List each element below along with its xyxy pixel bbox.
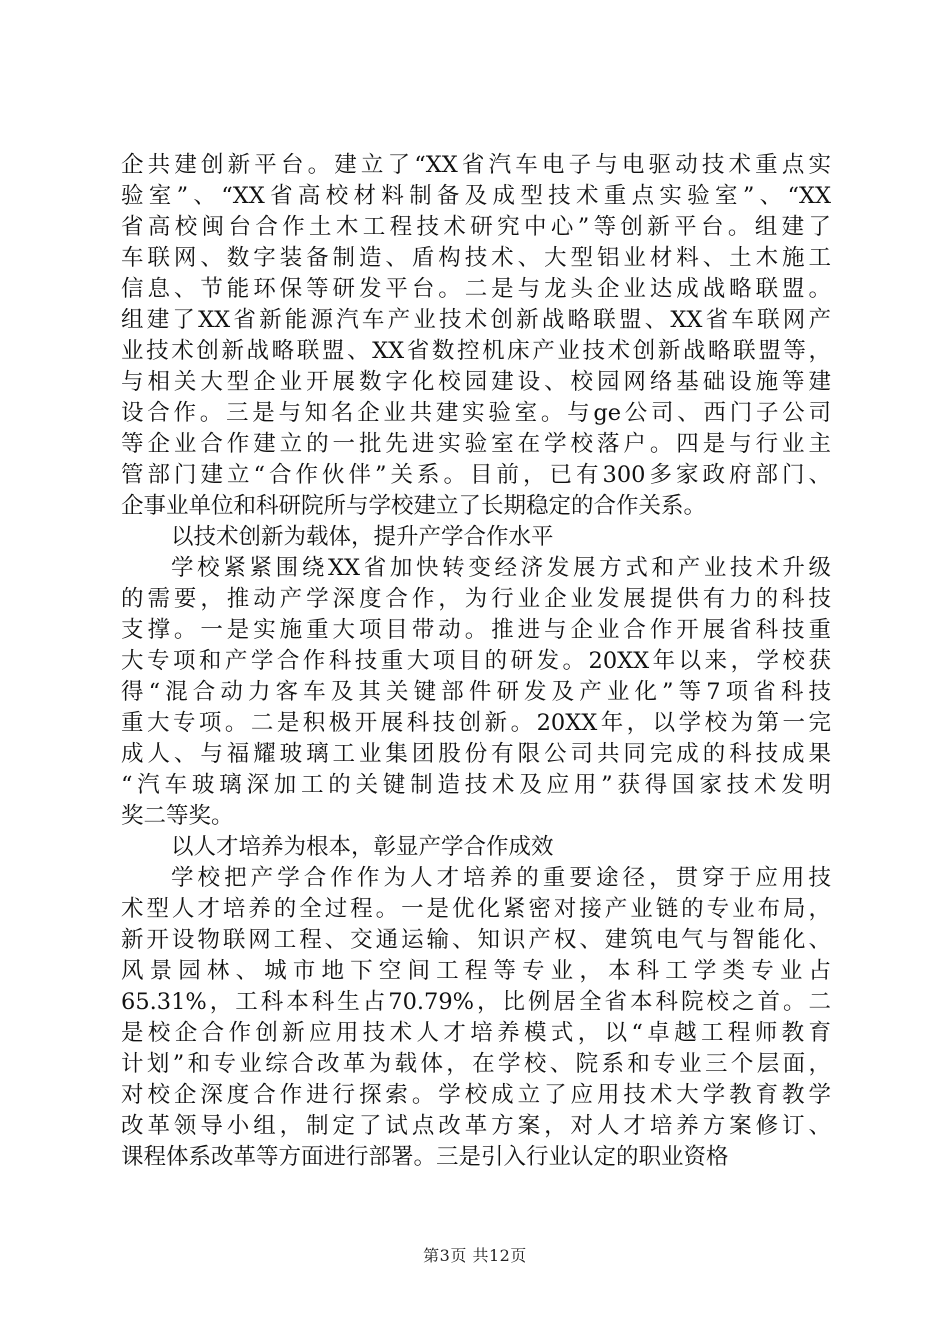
text-line: 奖二等奖。: [121, 803, 234, 829]
text-line: 的需要，推动产学深度合作，为行业企业发展提供有力的科技: [121, 586, 831, 612]
text-line: 省高校闽台合作土木工程技术研究中心”等创新平台。组建了: [121, 214, 831, 240]
text-line: “汽车玻璃深加工的关键制造技术及应用”获得国家技术发明: [121, 772, 831, 798]
text-line: 学校把产学合作作为人才培养的重要途径，贯穿于应用技: [171, 865, 831, 891]
text-line: 是校企合作创新应用技术人才培养模式，以“卓越工程师教育: [121, 1020, 831, 1046]
page-number-footer: 第3页 共12页: [423, 1246, 527, 1265]
text-line: 组建了XX省新能源汽车产业技术创新战略联盟、XX省车联网产: [121, 307, 831, 333]
section-heading: [121, 522, 831, 553]
text-line: 企事业单位和科研院所与学校建立了长期稳定的合作关系。: [121, 493, 707, 519]
text-line: 信息、节能环保等研发平台。二是与龙头企业达成战略联盟。: [121, 276, 831, 302]
text-line: 学校紧紧围绕XX省加快转变经济发展方式和产业技术升级: [171, 555, 831, 581]
text-line: 重大专项。二是积极开展科技创新。20XX年，以学校为第一完: [121, 710, 831, 736]
body-paragraph: [121, 863, 831, 1173]
text-line: 课程体系改革等方面进行部署。三是引入行业认定的职业资格: [121, 1144, 729, 1170]
body-paragraph: [121, 553, 831, 832]
heading-line: 以人才培养为根本，彰显产学合作成效: [171, 834, 554, 860]
text-line: 得“混合动力客车及其关键部件研发及产业化”等7项省科技: [121, 679, 831, 705]
text-line: 等企业合作建立的一批先进实验室在学校落户。四是与行业主: [121, 431, 831, 457]
text-line: 新开设物联网工程、交通运输、知识产权、建筑电气与智能化、: [121, 927, 831, 953]
text-line: 术型人才培养的全过程。一是优化紧密对接产业链的专业布局，: [121, 896, 831, 922]
text-line: 改革领导小组，制定了试点改革方案，对人才培养方案修订、: [121, 1113, 831, 1139]
text-line: 计划”和专业综合改革为载体，在学校、院系和专业三个层面，: [121, 1051, 831, 1077]
text-line: 风景园林、城市地下空间工程等专业，本科工学类专业占: [121, 958, 831, 984]
text-line: 管部门建立“合作伙伴”关系。目前，已有300多家政府部门、: [121, 462, 831, 488]
text-line: 对校企深度合作进行探索。学校成立了应用技术大学教育教学: [121, 1082, 831, 1108]
heading-line: 以技术创新为载体，提升产学合作水平: [171, 524, 554, 550]
text-line: 与相关大型企业开展数字化校园建设、校园网络基础设施等建: [121, 369, 831, 395]
text-line: 支撑。一是实施重大项目带动。推进与企业合作开展省科技重: [121, 617, 831, 643]
text-line: 业技术创新战略联盟、XX省数控机床产业技术创新战略联盟等，: [121, 338, 831, 364]
text-line: 成人、与福耀玻璃工业集团股份有限公司共同完成的科技成果: [121, 741, 831, 767]
text-line: 设合作。三是与知名企业共建实验室。与ge公司、西门子公司: [121, 400, 831, 426]
text-line: 65.31%，工科本科生占70.79%，比例居全省本科院校之首。二: [121, 989, 831, 1015]
body-paragraph: [121, 150, 831, 522]
document-body: [121, 150, 831, 1173]
text-line: 验室”、“XX省高校材料制备及成型技术重点实验室”、“XX: [121, 183, 831, 209]
section-heading: [121, 832, 831, 863]
text-line: 大专项和产学合作科技重大项目的研发。20XX年以来，学校获: [121, 648, 831, 674]
text-line: 车联网、数字装备制造、盾构技术、大型铝业材料、土木施工: [121, 245, 831, 271]
text-line: 企共建创新平台。建立了“XX省汽车电子与电驱动技术重点实: [121, 152, 831, 178]
